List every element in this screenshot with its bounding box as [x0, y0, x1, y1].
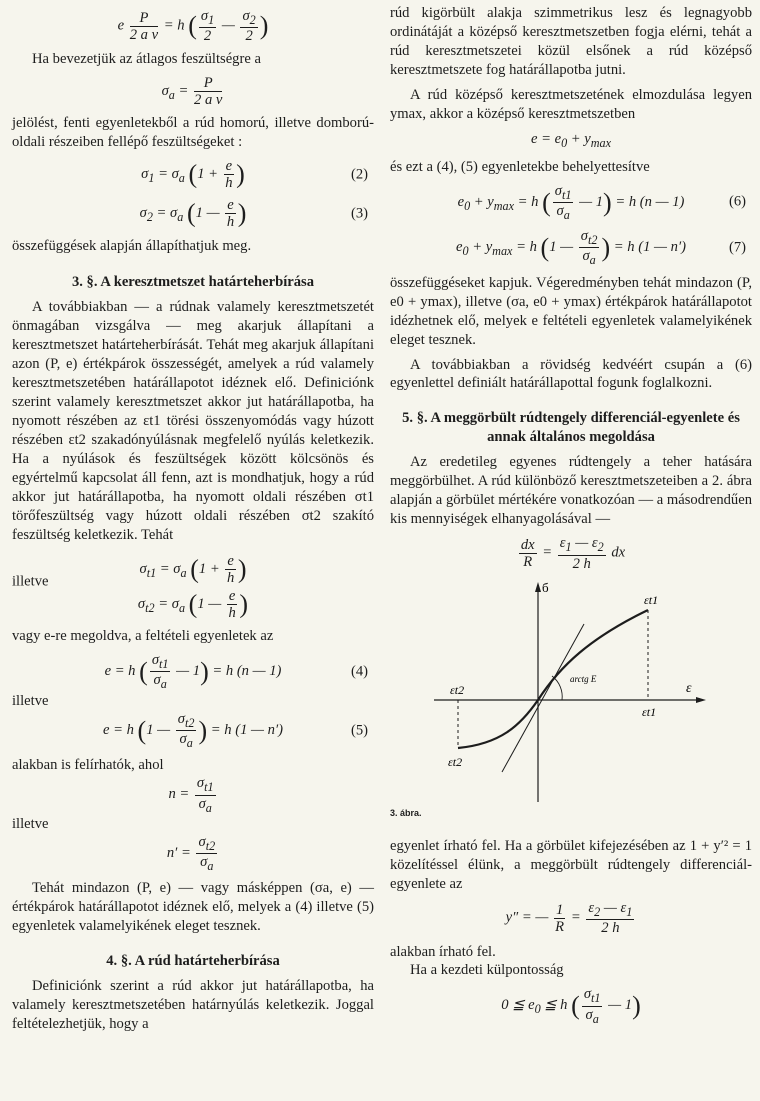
y-axis-label: б — [542, 579, 549, 595]
equation-5: e = h (1 — $\frac{\sigma_{t2}}{\sigma_a}$ ) = h (1 — n′) (5) — [102, 710, 368, 750]
equation-y-double-prime: y″ = — $\frac{1}{R}$ = $\frac{\varepsilon_2 — \varepsilon_1}{2 h}$ — [505, 900, 633, 937]
section-heading-3: 3. §. A keresztmetszet határteherbírása — [71, 274, 315, 291]
section-heading-5: 5. §. A meggörbült rúdtengely differenciál-egyenlete és annak általános megoldása — [402, 410, 740, 446]
illetve-label: illetve — [12, 573, 49, 590]
equation-sigma-t1: $\sigma_{t1} = \sigma_a$ (1 + $\frac{e}{h}$ ) — [139, 553, 247, 587]
paragraph: egyenlet írható fel. Ha a görbület kifejezésében az 1 + y′² = 1 közelítéssel élünk, a meggörbült rúdtengely differenciál-egyenlete az — [390, 838, 752, 893]
paragraph: összefüggéseket kapjuk. Végeredményben tehát mindazon (P, e0 + ymax), illetve (σa, e0 + ymax) értékpárok határállapotot idézhetnek elő, melyek e feltételi egyenletek valamelyikének eleget tesznek. — [390, 274, 752, 348]
tangent-line — [502, 624, 584, 772]
equation-3: $\sigma_2 = \sigma_a$ (1 — $\frac{e}{h}$ ) (3) — [139, 197, 368, 231]
paragraph: Tehát mindazon (P, e) — vagy másképpen (σa, e) — értékpárok határállapotot idéznek elő, melyek a (4) illetve (5) egyenletek valamelyikének eleget tesznek. — [12, 880, 374, 935]
equation-7: $e_0 + y_{max} = h$ (1 — $\frac{\sigma_{t2}}{\sigma_a}$ ) = h (1 — n′) (7) — [455, 228, 746, 268]
et2-label: εt2 — [450, 682, 465, 697]
arctg-label: arctg E — [570, 673, 597, 684]
et1-axis-label: εt1 — [642, 704, 657, 719]
equation-number: (4) — [350, 663, 368, 680]
equation-number: (7) — [728, 239, 746, 256]
equation-number: (3) — [350, 205, 368, 222]
paragraph: Definiciónk szerint a rúd akkor jut határállapotba, ha valamely keresztmetszetében határnyúlás keletkezik. Joggal feltételezhetjük, hogy a — [12, 978, 374, 1033]
paragraph: Az eredetileg egyenes rúdtengely a teher hatására meggörbülhet. A rúd különböző keresztmetszeteiben a 2. ábra alapján a görbület mértékére vonatkozóan — a másodrendűen kis mennyiségek elhanyagolásával — — [390, 454, 752, 528]
y-arrow — [535, 582, 541, 592]
et1-top-label: εt1 — [644, 592, 659, 607]
equation-number: (6) — [728, 193, 746, 210]
paragraph: Ha a kezdeti külpontosság — [410, 962, 564, 979]
left-column — [12, 0, 374, 1034]
x-axis-label: ε — [686, 680, 692, 696]
paragraph: összefüggések alapján állapíthatjuk meg. — [12, 237, 252, 254]
equation-4: e = h ( $\frac{\sigma_{t1}}{\sigma_a}$ — 1) = h (n — 1) (4) — [104, 652, 368, 692]
paragraph: A rúd középső keresztmetszetének elmozdulása legyen ymax, akkor a középső keresztmetszetben — [390, 86, 752, 122]
equation-top: e $\frac{P}{\text{2 a v}}$ = h ( $\frac{\sigma_1}{2}$ — $\frac{\sigma_2}{2}$ ) — [117, 8, 269, 45]
equation-n: n = $\frac{\sigma_{t1}}{\sigma_a}$ — [168, 775, 214, 815]
paragraph: A továbbiakban a rövidség kedvéért csupán a (6) egyenlettel definiált határállapottal fogunk foglalkozni. — [390, 356, 752, 392]
paragraph: Ha bevezetjük az átlagos feszültségre a — [32, 51, 261, 68]
paragraph: vagy e-re megoldva, a feltételi egyenletek az — [12, 628, 274, 645]
section-heading-4: 4. §. A rúd határteherbírása — [106, 953, 280, 970]
equation-6: $e_0 + y_{max} = h$ ( $\frac{\sigma_{t1}}{\sigma_a}$ — 1) = h (n — 1) (6) — [457, 182, 746, 222]
x-arrow — [696, 697, 706, 703]
figure-axes — [434, 579, 706, 802]
equation-e0-range: 0 ≦ $e_0$ ≦ h ( $\frac{\sigma_{t1}}{\sigma_a}$ — 1) — [501, 986, 641, 1026]
illetve-label: illetve — [12, 815, 49, 832]
paragraph: rúd kigörbült alakja szimmetrikus lesz és legnagyobb ordinátáját a középső keresztmetszetben fogja elérni, tehát a rúd keresztmetszetei közül elsőnek a rúd középső keresztmetszete fog határállapotba jutni. — [390, 5, 752, 78]
equation-sigma-a: $\sigma_a$ = $\frac{P}{\text{2 a v}}$ — [161, 75, 223, 109]
figure-caption: 3. ábra. — [390, 807, 422, 818]
equation-number: (5) — [350, 722, 368, 739]
et2-bottom-label: εt2 — [448, 754, 463, 769]
equation-n-prime: n′ = $\frac{\sigma_{t2}}{\sigma_a}$ — [166, 833, 216, 873]
figure-3 — [390, 576, 752, 816]
paragraph: alakban írható fel. — [390, 943, 496, 960]
paragraph: jelölést, fenti egyenletekből a rúd homorú, illetve domború-oldali részeiben fellépő feszültségeket : — [12, 115, 374, 151]
paragraph: alakban is felírhatók, ahol — [12, 757, 164, 774]
right-column — [390, 0, 752, 1026]
paragraph: A továbbiakban — a rúdnak valamely keresztmetszetét önmagában vizsgálva — meg akarjuk állapítani a keresztmetszet határteherbírását. Tehát meg akarjuk állapítani azon (P, e) értékpárok összességét, amelyek a rúd valamely keresztmetszetében határállapotot idéznek elő. Definiciónk szerint valamely keresztmetszet akkor jut határállapotba, ha nyomott részében az εt1 törési összenyomódás vagy húzott részében εt2 szakadónyúlásnak megfelelő nyúlás keletkezik. Ha a nyúlások és feszültségek között kölcsönös és egyértelmű kapcsolat áll fenn, azt is mondhatjuk, hogy a rúd akkor jut határállapotba, ha nyomott oldali részében σt1 törőfeszültség vagy húzott oldali részében σt2 szakító feszültség keletkezik. Tehát — [12, 299, 374, 544]
equation-number: (2) — [350, 166, 368, 183]
illetve-label: illetve — [12, 692, 49, 709]
equation-dx-R: $\frac{dx}{R}$ = $\frac{\varepsilon_1 — \varepsilon_2}{2 h}$ dx — [520, 535, 626, 572]
equation-sigma-t2-block: illetve $\sigma_{t2} = \sigma_a$ (1 — $\frac{e}{h}$ ) — [12, 573, 249, 622]
equation-2: $\sigma_1 = \sigma_a$ (1 + $\frac{e}{h}$ ) (2) — [141, 158, 368, 192]
paragraph: és ezt a (4), (5) egyenletekbe behelyettesítve — [390, 158, 650, 175]
equation-e: $e = e_0 + y_{max}$ — [530, 130, 612, 150]
